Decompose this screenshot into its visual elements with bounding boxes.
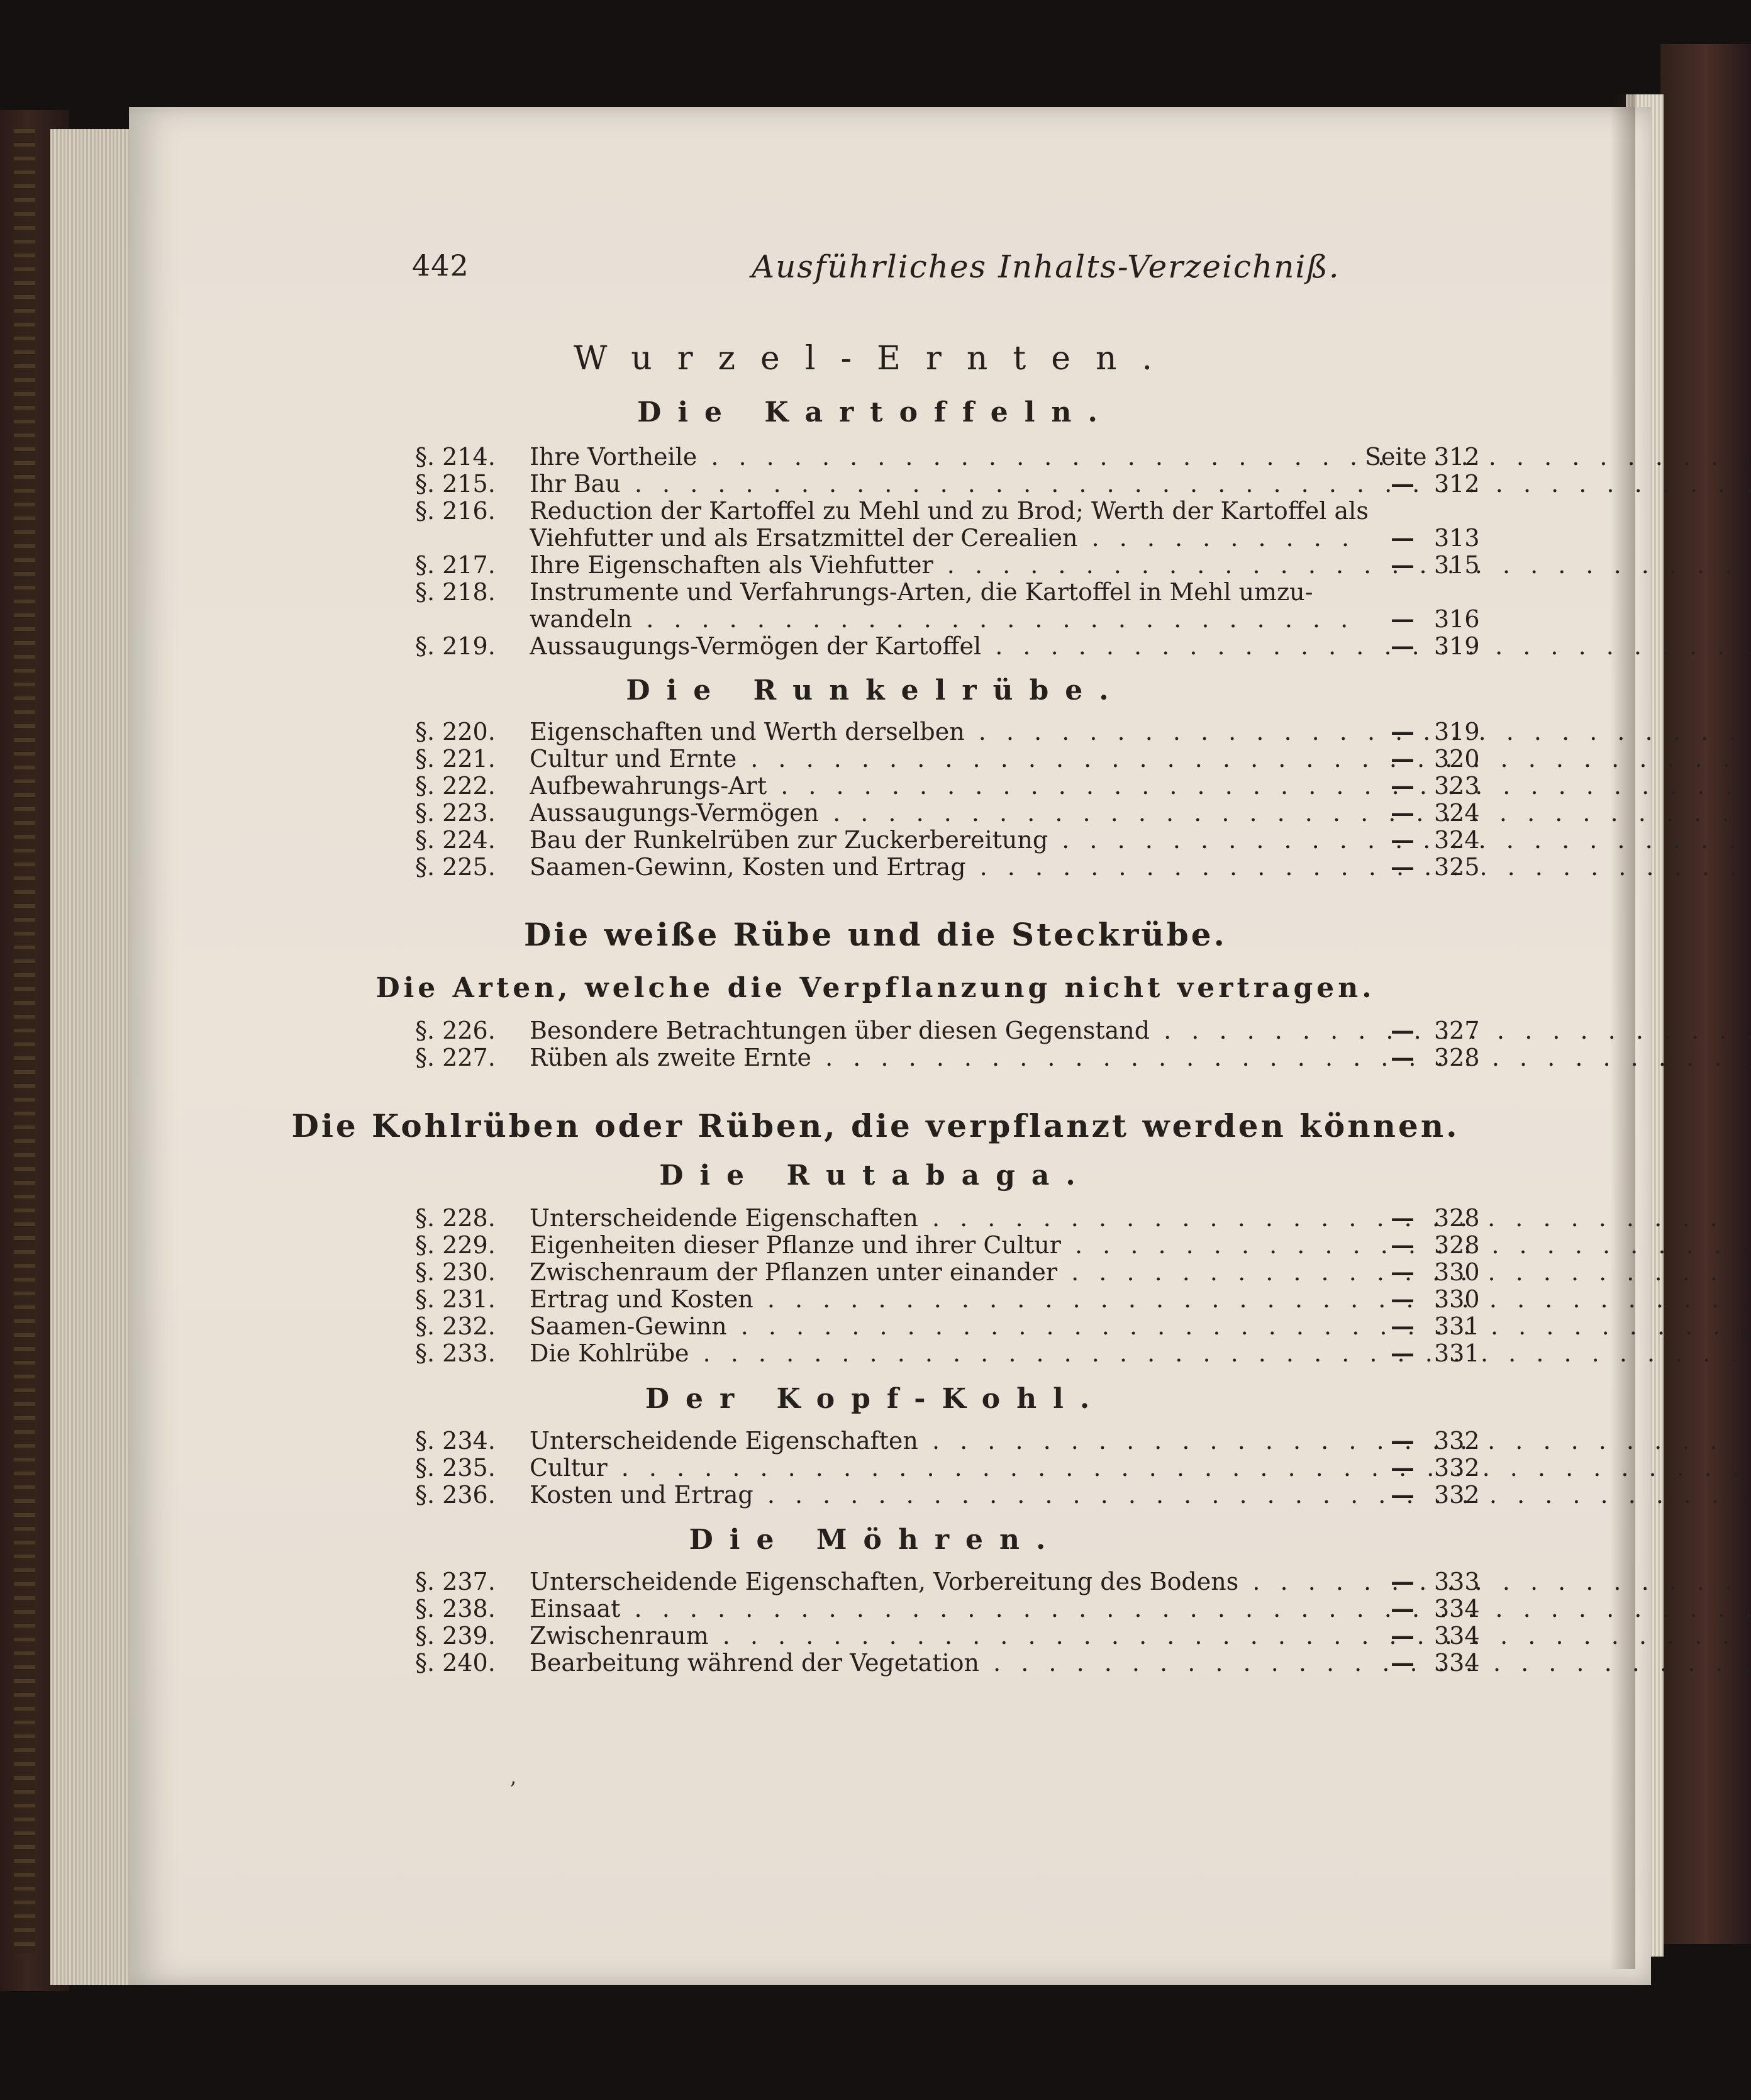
entry-number: §. 214. [415, 443, 496, 471]
toc-entry [415, 470, 1484, 498]
toc-entry [415, 1568, 1484, 1595]
entry-title: Cultur und Ernte . . . [530, 745, 1751, 773]
dash: — [1391, 523, 1415, 552]
dash: — [1391, 744, 1415, 773]
entry-title: Saamen-Gewinn . . . [530, 1312, 1751, 1340]
dash: — [1391, 852, 1415, 881]
dash: — [1391, 550, 1415, 579]
entry-title: Ertrag und Kosten . . . [530, 1285, 1751, 1313]
section-heading-kohlrueben: Die Kohlrüben oder Rüben, die verpflanzt werden können. [291, 1107, 1460, 1144]
section-heading-rutabaga: Die Rutabaga. [659, 1159, 1092, 1192]
dash: — [1391, 1204, 1415, 1232]
entry-number: §. 217. [415, 551, 496, 579]
toc-entry [415, 1595, 1484, 1622]
toc-entry [415, 1339, 1484, 1367]
dash: — [1391, 1480, 1415, 1509]
dash: — [1391, 1312, 1415, 1340]
entry-page: 324 [1434, 826, 1480, 854]
toc-entry [415, 551, 1484, 579]
entry-title-continued: wandeln . . . [530, 605, 1347, 633]
dash: — [1391, 1043, 1415, 1071]
entry-number: §. 233. [415, 1339, 496, 1367]
entry-number: §. 223. [415, 799, 496, 827]
entry-title: Unterscheidende Eigenschaften . . . [530, 1427, 1751, 1455]
entry-page: 330 [1434, 1285, 1480, 1313]
entry-number: §. 237. [415, 1568, 496, 1595]
dash: — [1391, 1285, 1415, 1313]
toc-entry [415, 1454, 1484, 1482]
toc-entry [415, 772, 1484, 800]
toc-entry [415, 497, 1484, 525]
entry-number: §. 218. [415, 578, 496, 606]
dash: — [1391, 798, 1415, 827]
entry-number: §. 225. [415, 853, 496, 881]
entry-page: 334 [1434, 1622, 1480, 1650]
entry-number: §. 240. [415, 1649, 496, 1677]
entry-title: Eigenschaften und Werth derselben . . . [530, 718, 1751, 746]
entry-number: §. 230. [415, 1258, 496, 1286]
entry-number: §. 236. [415, 1481, 496, 1509]
toc-entry [415, 578, 1484, 606]
entry-page: 327 [1434, 1017, 1480, 1044]
section-heading-moehren: Die Möhren. [689, 1524, 1062, 1556]
entry-number: §. 215. [415, 470, 496, 498]
dash: — [1391, 825, 1415, 854]
entry-page: 323 [1434, 772, 1480, 800]
entry-number: §. 221. [415, 745, 496, 773]
dash: — [1391, 1339, 1415, 1367]
entry-title: Zwischenraum der Pflanzen unter einander . . . [530, 1258, 1751, 1286]
entry-page: 324 [1434, 799, 1480, 827]
dash: — [1391, 1426, 1415, 1455]
dash: — [1391, 1231, 1415, 1259]
toc-entry [415, 826, 1484, 854]
entry-page: 328 [1434, 1044, 1480, 1071]
toc-entry [415, 1285, 1484, 1313]
toc-entry [415, 1258, 1484, 1286]
entry-number: §. 235. [415, 1454, 496, 1482]
entry-title: Aussaugungs-Vermögen der Kartoffel . . . [530, 632, 1751, 660]
entry-page: 328 [1434, 1204, 1480, 1232]
entry-title: Kosten und Ertrag . . . [530, 1481, 1751, 1509]
entry-title: Bearbeitung während der Vegetation . . . [530, 1649, 1751, 1677]
dash: — [1391, 1453, 1415, 1482]
ink-fleck: ’ [509, 1777, 516, 1802]
entry-title: Eigenheiten dieser Pflanze und ihrer Cultur . . . [530, 1231, 1751, 1259]
toc-entry [415, 853, 1484, 881]
entry-page: 320 [1434, 745, 1480, 773]
entry-title: Aussaugungs-Vermögen . . . [530, 799, 1751, 827]
dash: — [1391, 632, 1415, 660]
entry-page: 332 [1434, 1454, 1480, 1482]
entry-title: Saamen-Gewinn, Kosten und Ertrag . . . [530, 853, 1751, 881]
entry-page: 316 [1434, 605, 1480, 633]
entry-number: §. 216. [415, 497, 496, 525]
entry-page: 312 [1434, 470, 1480, 498]
section-heading-kopfkohl: Der Kopf-Kohl. [645, 1383, 1106, 1415]
dash: — [1391, 1621, 1415, 1650]
entry-title: Ihr Bau . . . [530, 470, 1751, 498]
toc-entry [415, 745, 1484, 773]
dash: — [1391, 1648, 1415, 1677]
toc-entry [415, 1427, 1484, 1455]
entry-title: Bau der Runkelrüben zur Zuckerbereitung . . . [530, 826, 1751, 854]
dash: — [1391, 771, 1415, 800]
toc-entry [415, 1481, 1484, 1509]
entry-title: Einsaat . . . [530, 1595, 1751, 1622]
entry-number: §. 219. [415, 632, 496, 660]
entry-page: 319 [1434, 632, 1480, 660]
entry-page: 312 [1434, 443, 1480, 471]
running-title: Ausführliches Inhalts-Verzeichniß. [752, 249, 1340, 285]
toc-entry [415, 1017, 1484, 1044]
entry-page: 330 [1434, 1258, 1480, 1286]
section-heading-kartoffeln: Die Kartoffeln. [637, 396, 1114, 428]
entry-title: Instrumente und Verfahrungs-Arten, die Kartoffel in Mehl umzu- [530, 578, 1313, 606]
dash: — [1391, 605, 1415, 633]
entry-page: 315 [1434, 551, 1480, 579]
entry-number: §. 227. [415, 1044, 496, 1071]
entry-page: 333 [1434, 1568, 1480, 1595]
section-heading-runkelruebe: Die Runkelrübe. [626, 674, 1125, 707]
dash: — [1391, 717, 1415, 746]
entry-page: 331 [1434, 1312, 1480, 1340]
entry-title: Unterscheidende Eigenschaften, Vorbereitung des Bodens . . . [530, 1568, 1751, 1595]
entry-number: §. 229. [415, 1231, 496, 1259]
entry-title: Die Kohlrübe . . . [530, 1339, 1751, 1367]
entry-number: §. 239. [415, 1622, 496, 1650]
toc-entry [415, 632, 1484, 660]
entry-title-continued: Viehfutter und als Ersatzmittel der Cerealien . . . [530, 524, 1347, 552]
entry-page: 313 [1434, 524, 1480, 552]
entry-page: 332 [1434, 1481, 1480, 1509]
section-heading-wurzel-ernten: Wurzel-Ernten. [573, 340, 1178, 377]
entry-page: 331 [1434, 1339, 1480, 1367]
entry-title: Zwischenraum . . . [530, 1622, 1751, 1650]
toc-entry [415, 443, 1484, 471]
toc-entry [415, 1649, 1484, 1677]
entry-page: 332 [1434, 1427, 1480, 1455]
toc-entry [415, 1204, 1484, 1232]
entry-number: §. 234. [415, 1427, 496, 1455]
dash: — [1391, 1567, 1415, 1595]
toc-entry [415, 718, 1484, 746]
page-number: 442 [412, 249, 469, 282]
dash: — [1391, 1016, 1415, 1044]
entry-number: §. 224. [415, 826, 496, 854]
entry-title: Cultur . . . [530, 1454, 1751, 1482]
dash: — [1391, 1594, 1415, 1622]
dash: — [1391, 1258, 1415, 1286]
entry-number: §. 226. [415, 1017, 496, 1044]
entry-number: §. 238. [415, 1595, 496, 1622]
entry-title: Unterscheidende Eigenschaften . . . [530, 1204, 1751, 1232]
dash: — [1391, 469, 1415, 498]
seite-label: Seite [1365, 443, 1427, 471]
toc-entry [415, 799, 1484, 827]
entry-page: 319 [1434, 718, 1480, 746]
toc-entry [415, 1231, 1484, 1259]
entry-title: Aufbewahrungs-Art . . . [530, 772, 1751, 800]
toc-entry [415, 1044, 1484, 1071]
entry-title: Reduction der Kartoffel zu Mehl und zu Brod; Werth der Kartoffel als [530, 497, 1369, 525]
entry-number: §. 228. [415, 1204, 496, 1232]
entry-number: §. 231. [415, 1285, 496, 1313]
section-heading-weisse-ruebe: Die weiße Rübe und die Steckrübe. [524, 916, 1227, 953]
entry-title: Ihre Eigenschaften als Viehfutter . . . [530, 551, 1751, 579]
entry-title: Besondere Betrachtungen über diesen Gegenstand . . . [530, 1017, 1751, 1044]
entry-page: 328 [1434, 1231, 1480, 1259]
entry-title: Ihre Vortheile . . . [530, 443, 1751, 471]
entry-number: §. 232. [415, 1312, 496, 1340]
toc-entry [415, 1622, 1484, 1650]
entry-number: §. 220. [415, 718, 496, 746]
entry-page: 334 [1434, 1649, 1480, 1677]
section-heading-arten-nicht-verpflanzbar: Die Arten, welche die Verpflanzung nicht vertragen. [375, 972, 1376, 1004]
toc-entry [415, 1312, 1484, 1340]
entry-title: Rüben als zweite Ernte . . . [530, 1044, 1751, 1071]
entry-page: 325 [1434, 853, 1480, 881]
entry-page: 334 [1434, 1595, 1480, 1622]
entry-number: §. 222. [415, 772, 496, 800]
